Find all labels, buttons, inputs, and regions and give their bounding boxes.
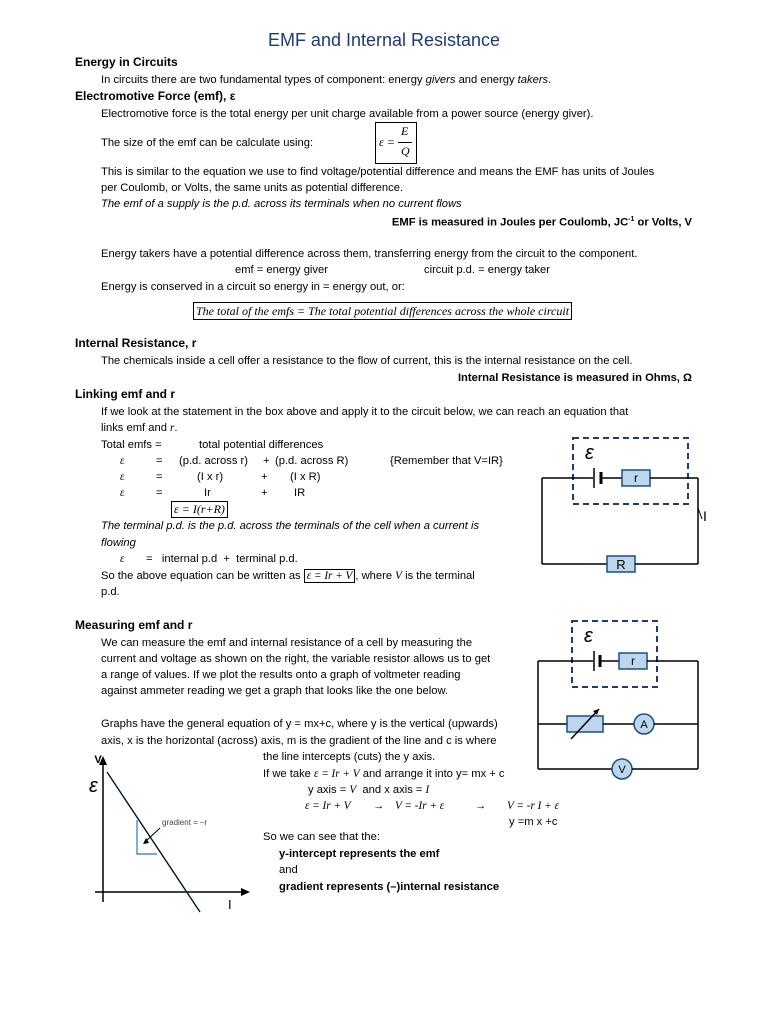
graph-y-label: V	[94, 754, 102, 766]
eq-row-2-eq: =	[156, 471, 163, 483]
emf-units-sup: -1	[628, 216, 635, 223]
voltmeter-label: V	[618, 764, 626, 776]
xaxis-i: I	[425, 784, 430, 796]
measuring-heading: Measuring emf and r	[75, 618, 193, 632]
energy-text-pre: In circuits there are two fundamental types of component: energy	[101, 74, 426, 86]
emf-circuit-diagram	[535, 432, 720, 582]
internal-units: Internal Resistance is measured in Ohms, Ω	[457, 372, 692, 384]
rearr-1: ε = Ir + V	[305, 800, 351, 812]
fraction-bar	[398, 142, 412, 143]
eq-row-2-b: (I x R)	[290, 471, 321, 483]
eq-row-3-b: IR	[294, 487, 306, 499]
circuit-emf-label: ε	[585, 442, 594, 464]
emf-units	[392, 212, 692, 231]
internal-heading: Internal Resistance, r	[75, 336, 197, 350]
emf-units-pre: EMF is measured in Joules per Coulomb, JC	[391, 216, 629, 229]
rearr-2: V = -Ir + ε	[395, 800, 445, 812]
linking-intro-end: .	[174, 422, 178, 434]
measuring-line-2: current and voltage as shown on the right, the variable resistor allows us to get	[101, 653, 491, 665]
take-pre: If we take	[263, 768, 314, 780]
rearr-3: V = -r I + ε	[507, 800, 559, 812]
emf-conserved: Energy is conserved in a circuit so energy in = energy out, or:	[101, 281, 405, 293]
emf-similar-1: This is similar to the equation we use to find voltage/potential difference and means the EMF has units of Joules	[101, 166, 655, 178]
terminal-pd-1: The terminal p.d. is the p.d. across the terminals of the cell when a current is	[101, 520, 480, 532]
emf-takers-line: Energy takers have a potential difference across them, transferring energy from the circuit to the component.	[101, 248, 638, 260]
total-pd-label: total potential differences	[199, 439, 324, 451]
emf-formula-box	[375, 122, 417, 164]
x-axis-arrowhead	[241, 888, 250, 896]
take-eq: ε = Ir + V	[314, 768, 360, 780]
emf-box-statement: The total of the emfs = The total potential differences across the whole circuit	[193, 302, 572, 320]
emf-size-text: The size of the emf can be calculate using:	[101, 137, 314, 149]
linking-heading: Linking emf and r	[75, 387, 176, 401]
eq-row-1-a: (p.d. across r)	[179, 455, 249, 467]
yaxis-v: V	[349, 784, 357, 796]
linking-intro-1: If we look at the statement in the box above and apply it to the circuit below, we can reach an equation that	[101, 406, 629, 418]
v-i-graph	[85, 752, 255, 917]
emf-italic-note: The emf of a supply is the p.d. across its terminals when no current flows	[101, 198, 462, 210]
xaxis-pre: and x axis =	[362, 784, 426, 796]
written-v: V	[395, 570, 403, 582]
internal-resistor-label: r	[634, 471, 638, 485]
eq-row-1-lhs: ε	[120, 455, 125, 467]
emf-similar-2: per Coulomb, or Volts, the same units as potential difference.	[101, 182, 404, 194]
energy-text-mid: and energy	[455, 74, 518, 86]
arrow-2: →	[475, 800, 487, 812]
eq-row-1-b: (p.d. across R)	[275, 455, 349, 467]
internal-text: The chemicals inside a cell offer a resistance to the flow of current, this is the internal resistance on the cell.	[101, 355, 633, 367]
gradient-triangle	[137, 820, 157, 854]
gradient-label: gradient = –r	[162, 818, 208, 827]
energy-givers: givers	[425, 74, 456, 86]
total-emfs-label: Total emfs =	[101, 439, 162, 451]
axes-line	[308, 782, 429, 798]
written-post-a: , where	[355, 570, 396, 582]
energy-heading: Energy in Circuits	[75, 55, 178, 69]
written-as	[101, 568, 475, 584]
boxed-equation: ε = I(r+R)	[171, 501, 228, 518]
graph-line-dark	[107, 772, 200, 912]
terminal-pd-2: flowing	[101, 537, 136, 549]
measuring-line-4: against ammeter reading we get a graph that looks like the one below.	[101, 685, 449, 697]
circuit2-emf-label: ε	[584, 625, 593, 647]
eq-row-3-eq: =	[156, 487, 163, 499]
ammeter-label: A	[640, 719, 648, 731]
energy-takers: takers	[517, 74, 549, 86]
eq-row-3-lhs: ε	[120, 487, 125, 499]
eq-row-1-op: +	[263, 455, 270, 467]
emf-units-post: or Volts, V	[634, 216, 692, 229]
eq-row-2-a: (I x r)	[197, 471, 224, 483]
emf-formula-numerator: E	[401, 124, 409, 138]
energy-text	[101, 72, 551, 88]
eq-row-3-a: Ir	[204, 487, 211, 499]
emf-heading: Electromotive Force (emf), ε	[75, 89, 236, 103]
written-box: ε = Ir + V	[304, 569, 356, 583]
measurement-circuit-diagram	[535, 617, 705, 787]
emf-formula-lhs: ε =	[379, 135, 395, 149]
eq-row-3-op: +	[261, 487, 268, 499]
and-word: and	[279, 864, 298, 876]
load-resistor-label: R	[616, 557, 626, 572]
emf-taker-eq: circuit p.d. = energy taker	[424, 264, 550, 276]
linking-intro-text: links emf and	[101, 422, 171, 434]
emf-definition: Electromotive force is the total energy per unit charge available from a power source (energy giver).	[101, 108, 594, 120]
circuit2-r-label: r	[631, 654, 635, 668]
eq-row-1-note: {Remember that V=IR}	[390, 455, 503, 467]
yaxis-pre: y axis =	[308, 784, 350, 796]
measuring-line-1: We can measure the emf and internal resistance of a cell by measuring the	[101, 637, 473, 649]
eq-row-2-lhs: ε	[120, 471, 125, 483]
written-post-b: is the terminal	[402, 570, 475, 582]
gradient-represents: gradient represents (–)internal resistance	[279, 881, 500, 893]
graphs-line-1: Graphs have the general equation of y = mx+c, where y is the vertical (upwards)	[101, 718, 498, 730]
written-pre: So the above equation can be written as	[101, 570, 304, 582]
measuring-line-3: a range of values. If we plot the results onto a graph of voltmeter reading	[101, 669, 461, 681]
energy-text-end: .	[548, 74, 552, 86]
graph-x-label: I	[228, 897, 232, 912]
take-line	[263, 766, 505, 782]
linking-intro-2	[101, 420, 178, 436]
graphs-line-2: axis, x is the horizontal (across) axis, m is the gradient of the line and c is where	[101, 735, 497, 747]
page-title: EMF and Internal Resistance	[267, 30, 501, 50]
graph-emf-label: ε	[89, 775, 98, 797]
written-2: p.d.	[101, 586, 120, 598]
graphs-line-3: the line intercepts (cuts) the y axis.	[263, 751, 436, 763]
eq-row-2-op: +	[261, 471, 268, 483]
current-label: I	[703, 508, 707, 524]
so-we-see: So we can see that the:	[263, 831, 380, 843]
emf-formula-denominator: Q	[401, 144, 410, 158]
eq-row-1-eq: =	[156, 455, 163, 467]
internal-eq: = internal p.d + terminal p.d.	[146, 553, 298, 565]
linking-intro-r: r	[170, 422, 175, 434]
take-post: and arrange it into y= mx + c	[359, 768, 505, 780]
arrow-1: →	[373, 800, 385, 812]
emf-giver-eq: emf = energy giver	[235, 264, 328, 276]
y-intercept-represents: y-intercept represents the emf	[279, 848, 440, 860]
ymxc: y =m x +c	[509, 816, 558, 828]
internal-eq-lhs: ε	[120, 553, 125, 565]
